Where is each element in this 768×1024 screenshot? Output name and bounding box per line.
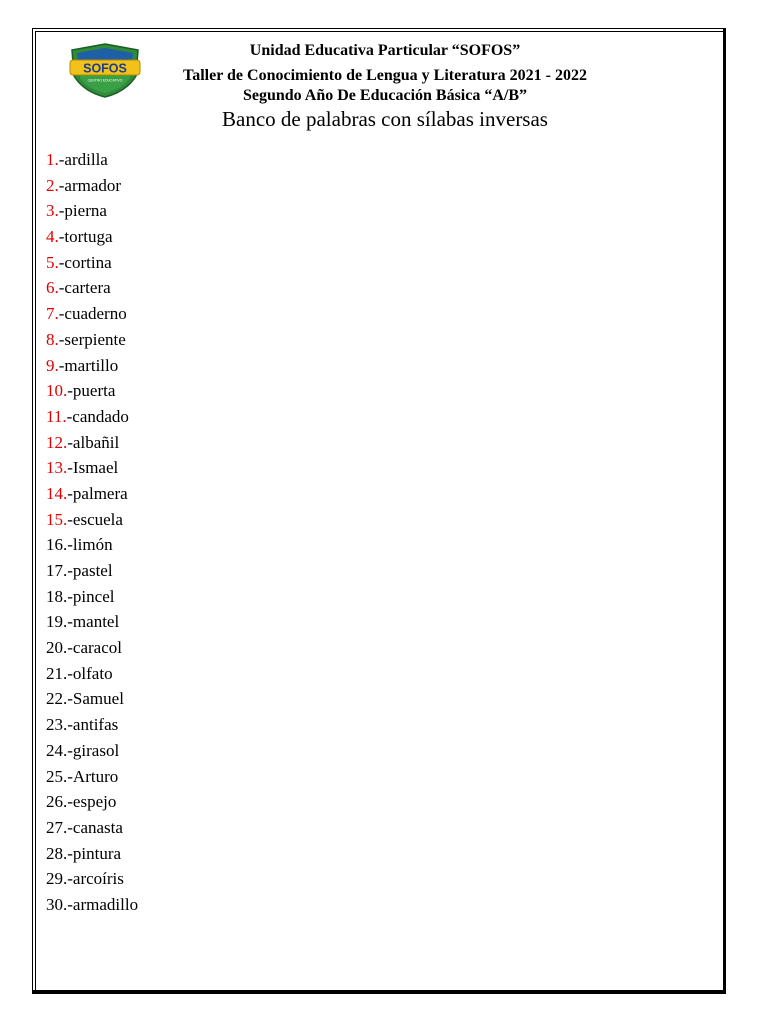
item-separator: -	[58, 355, 65, 375]
item-word: canasta	[72, 817, 123, 837]
item-word: serpiente	[64, 329, 126, 349]
item-word: palmera	[72, 483, 128, 503]
list-item	[46, 507, 138, 533]
list-item	[46, 764, 138, 790]
item-separator: -	[67, 458, 73, 478]
item-separator: -	[67, 586, 73, 606]
item-separator: -	[67, 740, 73, 760]
item-word: tortuga	[64, 227, 113, 247]
item-number: 7.	[46, 304, 59, 324]
item-separator: -	[67, 432, 73, 452]
item-separator: -	[58, 329, 65, 349]
item-separator: -	[66, 406, 73, 426]
item-separator: -	[67, 483, 73, 503]
item-number: 19.	[46, 612, 68, 632]
item-number: 20.	[46, 638, 68, 658]
item-number: 23.	[46, 715, 68, 735]
item-separator: -	[67, 894, 73, 914]
list-item	[46, 609, 138, 635]
list-item	[46, 789, 138, 815]
item-word: ardilla	[64, 150, 108, 169]
workshop-title: Taller de Conocimiento de Lengua y Literatura 2021 - 2022	[183, 67, 587, 84]
item-word: armadillo	[72, 894, 139, 914]
list-item	[46, 866, 138, 892]
item-word: limón	[72, 535, 113, 555]
word-list	[46, 147, 138, 918]
item-number: 25.	[46, 766, 68, 786]
item-separator: -	[58, 150, 65, 169]
item-number: 17.	[46, 561, 68, 580]
list-item	[46, 841, 138, 867]
page-title: Banco de palabras con sílabas inversas	[222, 107, 548, 131]
item-separator: -	[67, 612, 73, 632]
item-separator: -	[58, 252, 65, 272]
item-word: olfato	[72, 663, 113, 683]
list-item	[46, 738, 138, 764]
item-word: cuaderno	[64, 304, 127, 324]
list-item	[46, 892, 138, 918]
item-separator: -	[58, 175, 65, 195]
item-number: 29.	[46, 869, 68, 889]
item-separator: -	[67, 509, 73, 529]
item-word: Arturo	[72, 766, 119, 786]
item-separator: -	[67, 663, 73, 683]
item-number: 28.	[46, 843, 68, 863]
list-item	[46, 147, 138, 173]
item-number: 15.	[46, 509, 68, 529]
item-number: 12.	[46, 432, 68, 452]
list-item	[46, 327, 138, 353]
item-number: 16.	[46, 535, 68, 555]
item-number: 26.	[46, 792, 68, 812]
item-separator: -	[67, 638, 73, 658]
list-item	[46, 404, 138, 430]
item-word: girasol	[72, 740, 120, 760]
item-separator: -	[67, 843, 73, 863]
list-item	[46, 686, 138, 712]
list-item	[46, 661, 138, 687]
item-separator: -	[67, 792, 73, 812]
list-item	[46, 353, 138, 379]
grade-label: Segundo Año De Educación Básica “A/B”	[242, 87, 528, 104]
item-word: caracol	[72, 638, 122, 658]
list-item	[46, 635, 138, 661]
item-word: puerta	[72, 381, 116, 401]
list-item	[46, 532, 138, 558]
item-number: 13.	[46, 458, 68, 478]
item-word: Ismael	[72, 458, 119, 478]
item-word: antifas	[72, 715, 119, 735]
item-number: 10.	[46, 381, 68, 401]
item-number: 3.	[46, 201, 59, 221]
list-item	[46, 275, 138, 301]
item-separator: -	[67, 689, 73, 709]
list-item	[46, 224, 138, 250]
list-item	[46, 712, 138, 738]
list-item	[46, 815, 138, 841]
item-word: pintura	[72, 843, 122, 863]
list-item	[46, 430, 138, 456]
item-number: 4.	[46, 227, 59, 247]
item-number: 30.	[46, 894, 68, 914]
item-separator: -	[67, 561, 73, 580]
item-number: 18.	[46, 586, 68, 606]
item-separator: -	[67, 535, 73, 555]
logo-subtext: CENTRO EDUCATIVO	[87, 78, 123, 83]
item-word: mantel	[72, 612, 120, 632]
item-number: 22.	[46, 689, 68, 709]
item-separator: -	[58, 304, 65, 324]
item-number: 21.	[46, 663, 68, 683]
item-separator: -	[58, 201, 65, 221]
item-number: 9.	[46, 355, 59, 375]
item-separator: -	[67, 869, 73, 889]
item-number: 1.	[46, 150, 59, 169]
item-word: espejo	[72, 792, 117, 812]
item-separator: -	[67, 766, 73, 786]
logo-text: SOFOS	[83, 61, 127, 76]
list-item	[46, 198, 138, 224]
item-number: 8.	[46, 329, 59, 349]
item-number: 14.	[46, 483, 68, 503]
item-word: pierna	[64, 201, 107, 221]
item-word: pincel	[72, 586, 115, 606]
item-word: cartera	[64, 278, 111, 298]
item-number: 11.	[46, 406, 67, 426]
item-word: albañil	[72, 432, 120, 452]
item-word: Samuel	[72, 689, 124, 709]
item-word: candado	[72, 406, 129, 426]
item-number: 2.	[46, 175, 59, 195]
item-word: cortina	[64, 252, 112, 272]
item-word: arcoíris	[72, 869, 124, 889]
list-item	[46, 558, 138, 584]
item-number: 24.	[46, 740, 68, 760]
item-separator: -	[67, 715, 73, 735]
list-item	[46, 455, 138, 481]
list-item	[46, 301, 138, 327]
item-number: 6.	[46, 278, 59, 298]
item-word: pastel	[72, 561, 113, 580]
item-separator: -	[67, 817, 73, 837]
list-item	[46, 378, 138, 404]
item-number: 5.	[46, 252, 59, 272]
item-word: escuela	[72, 509, 123, 529]
list-item	[46, 481, 138, 507]
list-item	[46, 250, 138, 276]
school-name: Unidad Educativa Particular “SOFOS”	[249, 42, 521, 59]
item-separator: -	[67, 381, 73, 401]
item-word: armador	[64, 175, 122, 195]
item-separator: -	[58, 278, 65, 298]
item-separator: -	[58, 227, 65, 247]
list-item	[46, 173, 138, 199]
list-item	[46, 584, 138, 610]
item-number: 27.	[46, 817, 68, 837]
item-word: martillo	[64, 355, 119, 375]
